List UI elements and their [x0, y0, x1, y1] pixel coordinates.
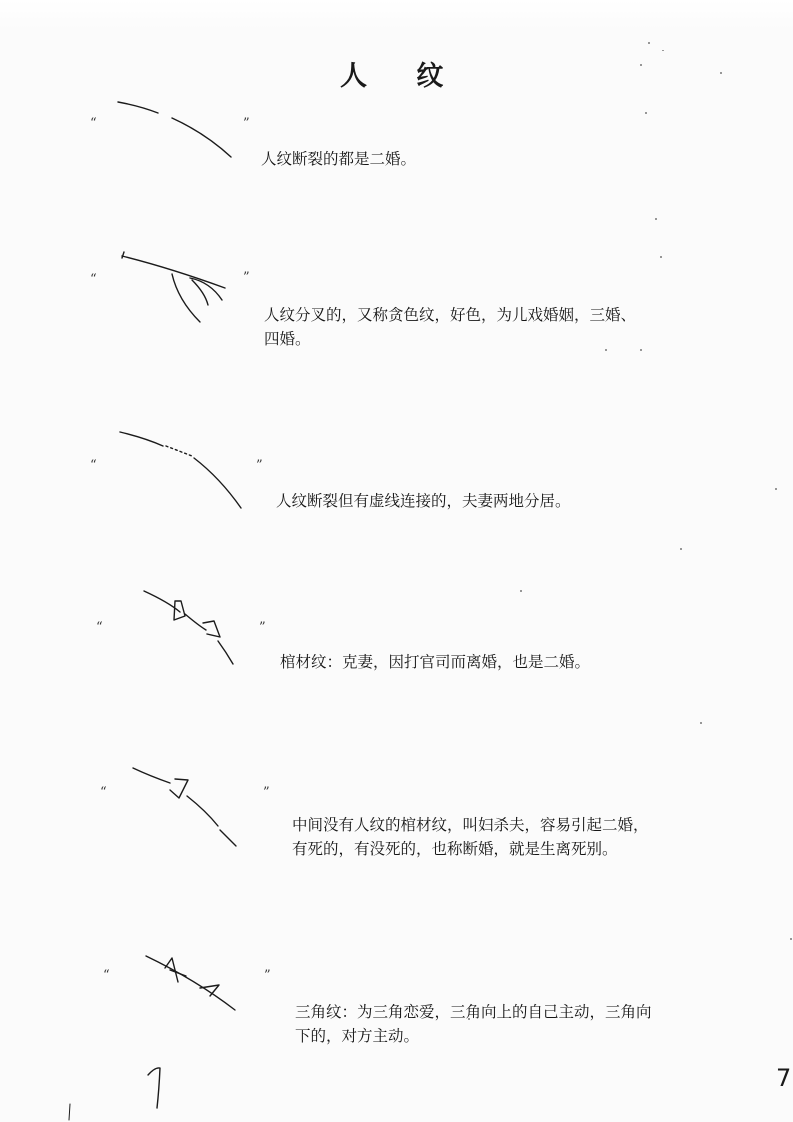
text-line: 中间没有人纹的棺材纹，叫妇杀夫，容易引起二婚，: [292, 816, 649, 834]
triangle-line-sketch: [146, 956, 235, 1010]
text-line: 人纹分叉的，又称贪色纹，好色，为儿戏婚姻，三婚、: [264, 306, 637, 324]
forked-line-sketch: [122, 252, 225, 322]
close-quote: ”: [243, 270, 250, 285]
close-quote: ”: [243, 116, 250, 131]
page-title: 人 纹: [340, 61, 464, 92]
text-line: 棺材纹：克妻，因打官司而离婚，也是二婚。: [280, 653, 591, 671]
coffin-without-line-sketch: [133, 768, 236, 846]
entry-description: [261, 147, 416, 171]
open-quote: “: [90, 272, 97, 287]
handwritten-mark: [148, 1068, 160, 1108]
entry-description: [276, 489, 571, 513]
open-quote: “: [90, 458, 97, 473]
page-number: 7: [776, 1064, 792, 1092]
entry-description: [264, 303, 636, 351]
entry-description: [292, 813, 649, 861]
text-line: 三角纹：为三角恋爱，三角向上的自己主动，三角向: [295, 1003, 652, 1021]
open-quote: “: [96, 620, 103, 635]
text-line: 下的，对方主动。: [295, 1027, 420, 1045]
text-line: 人纹断裂但有虚线连接的，夫妻两地分居。: [276, 492, 571, 510]
dotted-connection-sketch: [120, 432, 241, 508]
open-quote: “: [103, 968, 110, 983]
coffin-line-sketch: [144, 591, 233, 664]
close-quote: ”: [263, 785, 270, 800]
broken-line-sketch: [118, 102, 231, 157]
close-quote: ”: [256, 458, 263, 473]
text-line: 四婚。: [264, 330, 311, 348]
text-line: 人纹断裂的都是二婚。: [261, 150, 417, 168]
text-line: 有死的，有没死的，也称断婚，就是生离死别。: [292, 840, 618, 858]
open-quote: “: [100, 785, 107, 800]
close-quote: ”: [259, 620, 266, 635]
open-quote: “: [90, 116, 97, 131]
close-quote: ”: [264, 968, 271, 983]
entry-description: [280, 650, 590, 674]
entry-description: [295, 1000, 652, 1048]
margin-mark: [69, 1104, 70, 1120]
